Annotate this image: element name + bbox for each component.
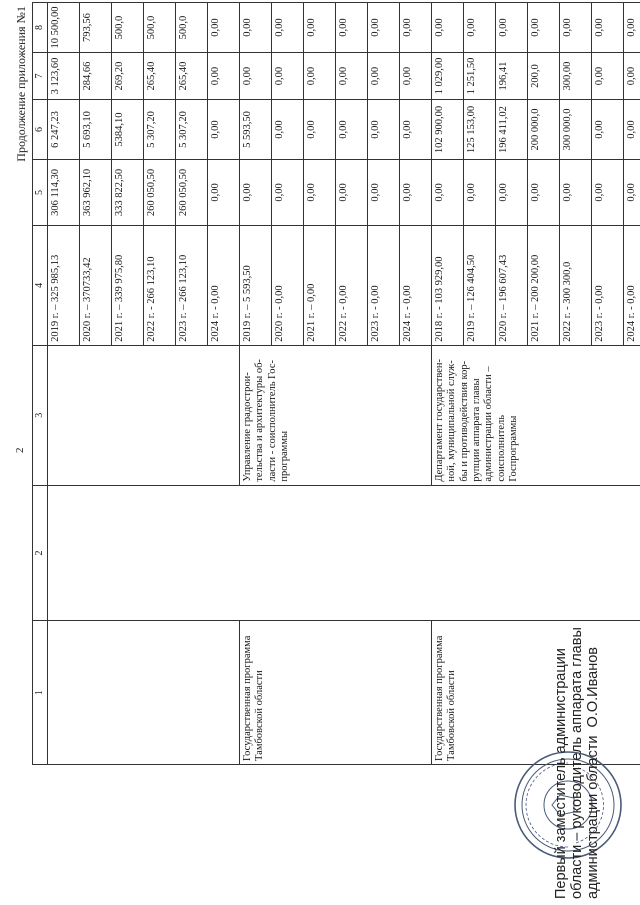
year-total-cell: 2020 г. – 196 607,43 [495,225,527,345]
value-cell-col8: 0,00 [591,3,623,53]
header-cell: 2 [33,485,48,621]
value-cell-col6: 125 153,00 [463,100,495,160]
value-cell-col8: 0,00 [207,3,239,53]
value-cell-col6: 200 000,0 [527,100,559,160]
year-total-cell: 2023 г. - 0,00 [591,225,623,345]
year-total-cell: 2023 г. – 266 123,10 [175,225,207,345]
value-cell-col8: 0,00 [495,3,527,53]
value-cell-col5: 0,00 [623,160,640,226]
value-cell-col5: 0,00 [207,160,239,226]
header-cell: 5 [33,160,48,226]
value-cell-col7: 1 251,50 [463,53,495,100]
value-cell-col6: 5 307,20 [143,100,175,160]
value-cell-col6: 0,00 [335,100,367,160]
value-cell-col7: 0,00 [207,53,239,100]
value-cell-col7: 0,00 [335,53,367,100]
year-total-cell: 2024 г. - 0,00 [623,225,640,345]
value-cell-col5: 260 050,50 [175,160,207,226]
signature-line-1: Первый заместитель администрации [553,648,569,899]
value-cell-col6: 0,00 [399,100,431,160]
col2-cell-empty [47,485,640,621]
value-cell-col5: 0,00 [303,160,335,226]
value-cell-col5: 0,00 [495,160,527,226]
value-cell-col7: 0,00 [591,53,623,100]
value-cell-col7: 0,00 [399,53,431,100]
executor-cell: Департамент государствен-ной, муниципальной служ-бы и противодействия кор-рупции аппарата главы администрации области – соисполнитель Госпрограммы [431,345,640,485]
header-cell: 6 [33,100,48,160]
year-total-cell: 2019 г. – 126 404,50 [463,225,495,345]
signatory-name: О.О.Иванов [585,647,601,728]
value-cell-col8: 0,00 [271,3,303,53]
value-cell-col5: 0,00 [431,160,463,226]
budget-table [32,2,640,765]
value-cell-col6: 5384,10 [111,100,143,160]
header-cell: 4 [33,225,48,345]
executor-cell: Управление градострои-тельства и архитектуры об-ласти - соисполнитель Гос-программы [239,345,431,485]
header-cell: 8 [33,3,48,53]
header-row [33,3,48,765]
year-total-cell: 2019 г. – 5 593,50 [239,225,271,345]
value-cell-col6: 0,00 [591,100,623,160]
value-cell-col8: 0,00 [463,3,495,53]
value-cell-col7: 300,00 [559,53,591,100]
value-cell-col7: 0,00 [367,53,399,100]
appendix-title: Продолжение приложения №1 [14,6,28,162]
value-cell-col6: 0,00 [367,100,399,160]
value-cell-col6: 300 000,0 [559,100,591,160]
value-cell-col5: 0,00 [463,160,495,226]
year-total-cell: 2021 г. – 0,00 [303,225,335,345]
year-total-cell: 2022 г. - 266 123,10 [143,225,175,345]
value-cell-col5: 0,00 [559,160,591,226]
year-total-cell: 2018 г. - 103 929,00 [431,225,463,345]
table-row [239,3,271,765]
value-cell-col7: 0,00 [303,53,335,100]
program-cell-empty [47,621,239,765]
value-cell-col6: 6 247,23 [47,100,79,160]
value-cell-col5: 363 962,10 [79,160,111,226]
value-cell-col8: 793,56 [79,3,111,53]
program-name-cell: Государственная программа Тамбовской области [239,621,431,765]
year-total-cell: 2021 г. – 200 200,00 [527,225,559,345]
value-cell-col7: 0,00 [623,53,640,100]
header-cell: 1 [33,621,48,765]
program-name-cell: Государственная программа Тамбовской области [431,621,640,765]
year-total-cell: 2020 г. - 0,00 [271,225,303,345]
signature-block [553,627,601,899]
value-cell-col7: 200,0 [527,53,559,100]
header-cell: 7 [33,53,48,100]
year-total-cell: 2022 г. - 300 300,0 [559,225,591,345]
value-cell-col8: 10 500,00 [47,3,79,53]
executor-cell-empty [47,345,239,485]
year-total-cell: 2023 г. - 0,00 [367,225,399,345]
year-total-cell: 2020 г. – 370733,42 [79,225,111,345]
value-cell-col5: 0,00 [367,160,399,226]
value-cell-col5: 0,00 [527,160,559,226]
header-cell: 3 [33,345,48,485]
value-cell-col8: 0,00 [303,3,335,53]
page-number: 2 [14,447,26,453]
value-cell-col8: 0,00 [335,3,367,53]
value-cell-col8: 500,0 [111,3,143,53]
value-cell-col7: 269,20 [111,53,143,100]
value-cell-col8: 0,00 [399,3,431,53]
value-cell-col8: 500,0 [175,3,207,53]
value-cell-col6: 102 900,00 [431,100,463,160]
value-cell-col8: 500,0 [143,3,175,53]
value-cell-col6: 5 593,50 [239,100,271,160]
signature-line-3: администрации области [585,735,601,899]
value-cell-col6: 0,00 [303,100,335,160]
value-cell-col8: 0,00 [239,3,271,53]
value-cell-col5: 260 050,50 [143,160,175,226]
value-cell-col7: 1 029,00 [431,53,463,100]
year-total-cell: 2024 г. - 0,00 [207,225,239,345]
value-cell-col6: 196 411,02 [495,100,527,160]
value-cell-col7: 3 123,60 [47,53,79,100]
value-cell-col5: 0,00 [399,160,431,226]
year-total-cell: 2019 г. – 325 985,13 [47,225,79,345]
value-cell-col6: 5 307,20 [175,100,207,160]
year-total-cell: 2021 г. – 339 975,80 [111,225,143,345]
value-cell-col5: 333 822,50 [111,160,143,226]
value-cell-col8: 0,00 [367,3,399,53]
table-row [47,3,79,765]
value-cell-col5: 0,00 [271,160,303,226]
value-cell-col6: 5 693,10 [79,100,111,160]
value-cell-col5: 306 114,30 [47,160,79,226]
value-cell-col7: 0,00 [271,53,303,100]
value-cell-col7: 0,00 [239,53,271,100]
value-cell-col7: 265,40 [175,53,207,100]
table-row [431,3,463,765]
value-cell-col7: 265,40 [143,53,175,100]
value-cell-col5: 0,00 [335,160,367,226]
value-cell-col5: 0,00 [591,160,623,226]
year-total-cell: 2024 г. - 0,00 [399,225,431,345]
signature-line-2: области – руководитель аппарата главы [569,627,585,899]
year-total-cell: 2022 г. - 0,00 [335,225,367,345]
value-cell-col8: 0,00 [431,3,463,53]
value-cell-col5: 0,00 [239,160,271,226]
value-cell-col6: 0,00 [623,100,640,160]
value-cell-col6: 0,00 [271,100,303,160]
value-cell-col8: 0,00 [623,3,640,53]
value-cell-col7: 196,41 [495,53,527,100]
value-cell-col7: 284,66 [79,53,111,100]
value-cell-col8: 0,00 [527,3,559,53]
value-cell-col8: 0,00 [559,3,591,53]
value-cell-col6: 0,00 [207,100,239,160]
